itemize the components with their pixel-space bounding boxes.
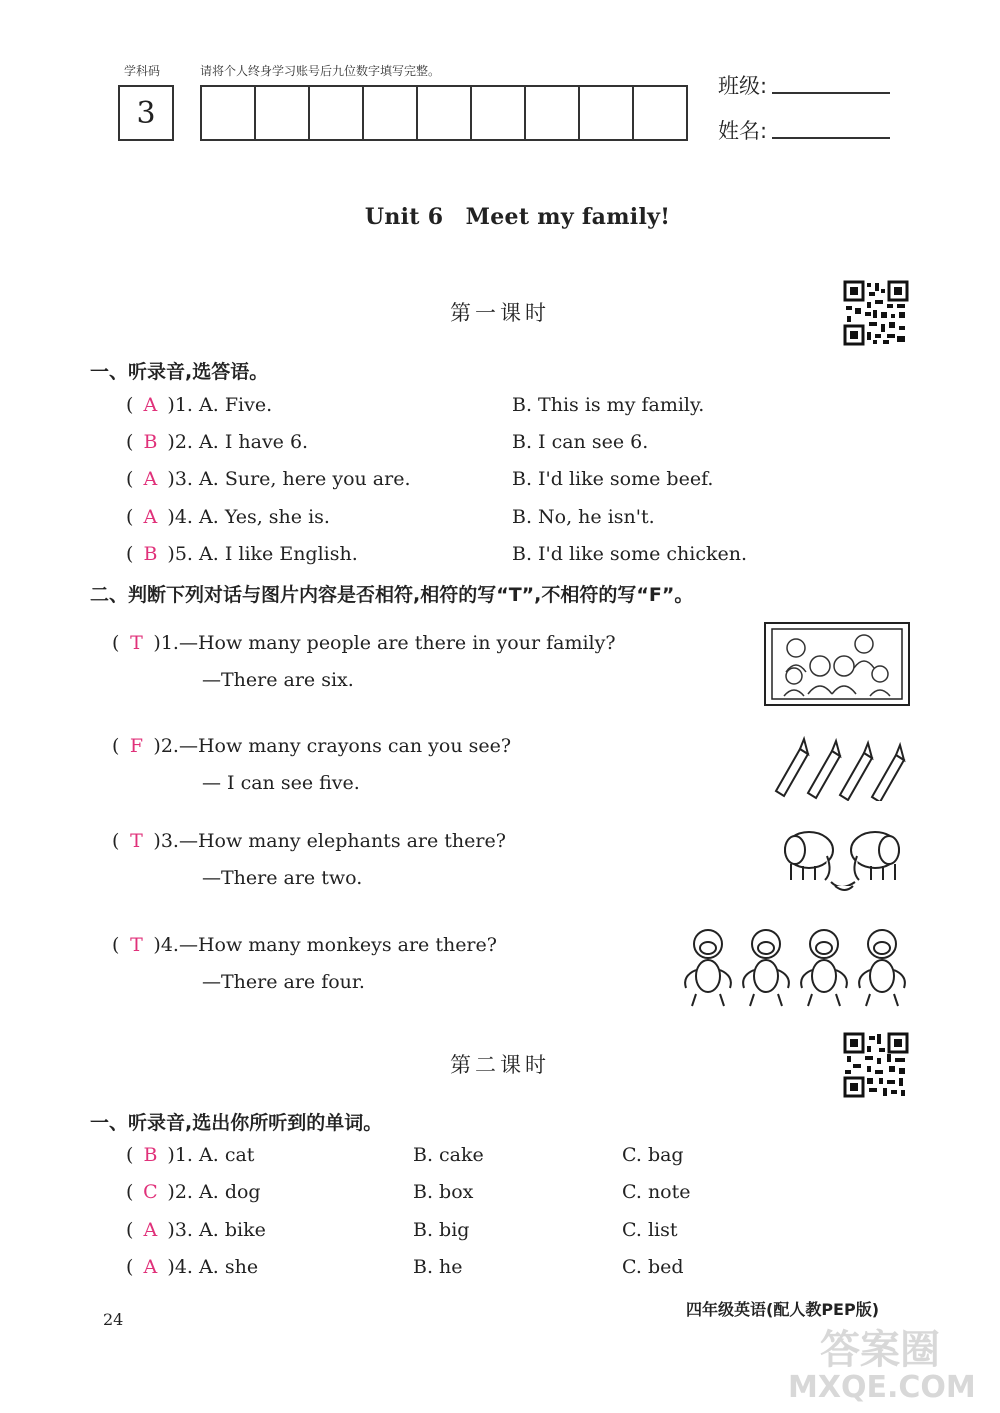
answer[interactable]: T [130,830,143,852]
name-field[interactable] [772,136,890,139]
answer[interactable]: A [143,1256,158,1278]
answer[interactable]: F [129,735,144,757]
response: — I can see five. [202,772,360,794]
answer[interactable]: T [130,632,143,654]
answer[interactable]: A [143,394,158,416]
qr-code-icon [843,280,909,346]
lesson-1-part-1-heading: 一、听录音,选答语。 [90,361,269,383]
answer[interactable]: T [130,934,143,956]
question-row: ( A )4. A. she [126,1256,259,1278]
option-c: C. note [622,1181,691,1203]
digit-box[interactable] [634,87,686,139]
question-row: ( T )1.—How many people are there in your family? [112,632,616,654]
answer[interactable]: A [143,1219,158,1241]
answer[interactable]: B [143,1144,158,1166]
question-row: ( C )2. A. dog [126,1181,261,1203]
account-digit-boxes[interactable] [200,85,688,141]
question-row: ( T )3.—How many elephants are there? [112,830,506,852]
family-photo-icon [764,622,910,706]
elephants-icon [775,820,911,896]
digit-box[interactable] [526,87,580,139]
question-row: ( B )2. A. I have 6. [126,431,309,453]
option-b: B. This is my family. [512,394,705,416]
option-b: B. cake [413,1144,484,1166]
class-field[interactable] [772,91,890,94]
book-title: 四年级英语(配人教PEP版) [686,1300,880,1319]
monkeys-icon [678,924,912,1008]
page-number: 24 [103,1310,124,1329]
subject-code-label: 学科码 [124,64,161,78]
option-b: B. he [413,1256,463,1278]
digit-box[interactable] [256,87,310,139]
lesson-2-title: 第二课时 [450,1053,550,1077]
watermark-url: MXQE.COM [788,1370,976,1405]
digit-box[interactable] [364,87,418,139]
subject-code-box: 3 [118,85,174,141]
question-row: ( B )1. A. cat [126,1144,255,1166]
answer[interactable]: C [143,1181,158,1203]
option-b: B. I'd like some beef. [512,468,714,490]
answer[interactable]: B [143,431,158,453]
qr-code-icon [843,1032,909,1098]
option-b: B. big [413,1219,470,1241]
response: —There are four. [202,971,365,993]
digit-box[interactable] [418,87,472,139]
question-row: ( B )5. A. I like English. [126,543,358,565]
question-row: ( T )4.—How many monkeys are there? [112,934,497,956]
question-row: ( A )3. A. Sure, here you are. [126,468,411,490]
option-c: C. bag [622,1144,684,1166]
question-row: ( F )2.—How many crayons can you see? [112,735,512,757]
digit-box[interactable] [202,87,256,139]
option-c: C. bed [622,1256,684,1278]
digit-box[interactable] [472,87,526,139]
response: —There are two. [202,867,363,889]
digit-box[interactable] [580,87,634,139]
option-c: C. list [622,1219,678,1241]
lesson-1-part-2-heading: 二、判断下列对话与图片内容是否相符,相符的写“T”,不相符的写“F”。 [90,584,694,606]
question-row: ( A )4. A. Yes, she is. [126,506,330,528]
answer[interactable]: A [143,468,158,490]
option-b: B. box [413,1181,474,1203]
crayons-icon [770,735,910,801]
answer[interactable]: B [143,543,158,565]
lesson-1-title: 第一课时 [450,301,550,325]
watermark-logo: 答案圈 [820,1327,940,1373]
question-row: ( A )1. A. Five. [126,394,273,416]
lesson-2-part-1-heading: 一、听录音,选出你所听到的单词。 [90,1112,383,1134]
response: —There are six. [202,669,354,691]
name-label: 姓名: [718,119,768,143]
unit-title: Unit 6 Meet my family! [364,204,671,230]
account-instruction: 请将个人终身学习账号后九位数字填写完整。 [200,64,441,78]
option-b: B. I can see 6. [512,431,649,453]
option-b: B. I'd like some chicken. [512,543,748,565]
option-b: B. No, he isn't. [512,506,655,528]
answer[interactable]: A [143,506,158,528]
digit-box[interactable] [310,87,364,139]
question-row: ( A )3. A. bike [126,1219,266,1241]
class-label: 班级: [718,74,768,98]
